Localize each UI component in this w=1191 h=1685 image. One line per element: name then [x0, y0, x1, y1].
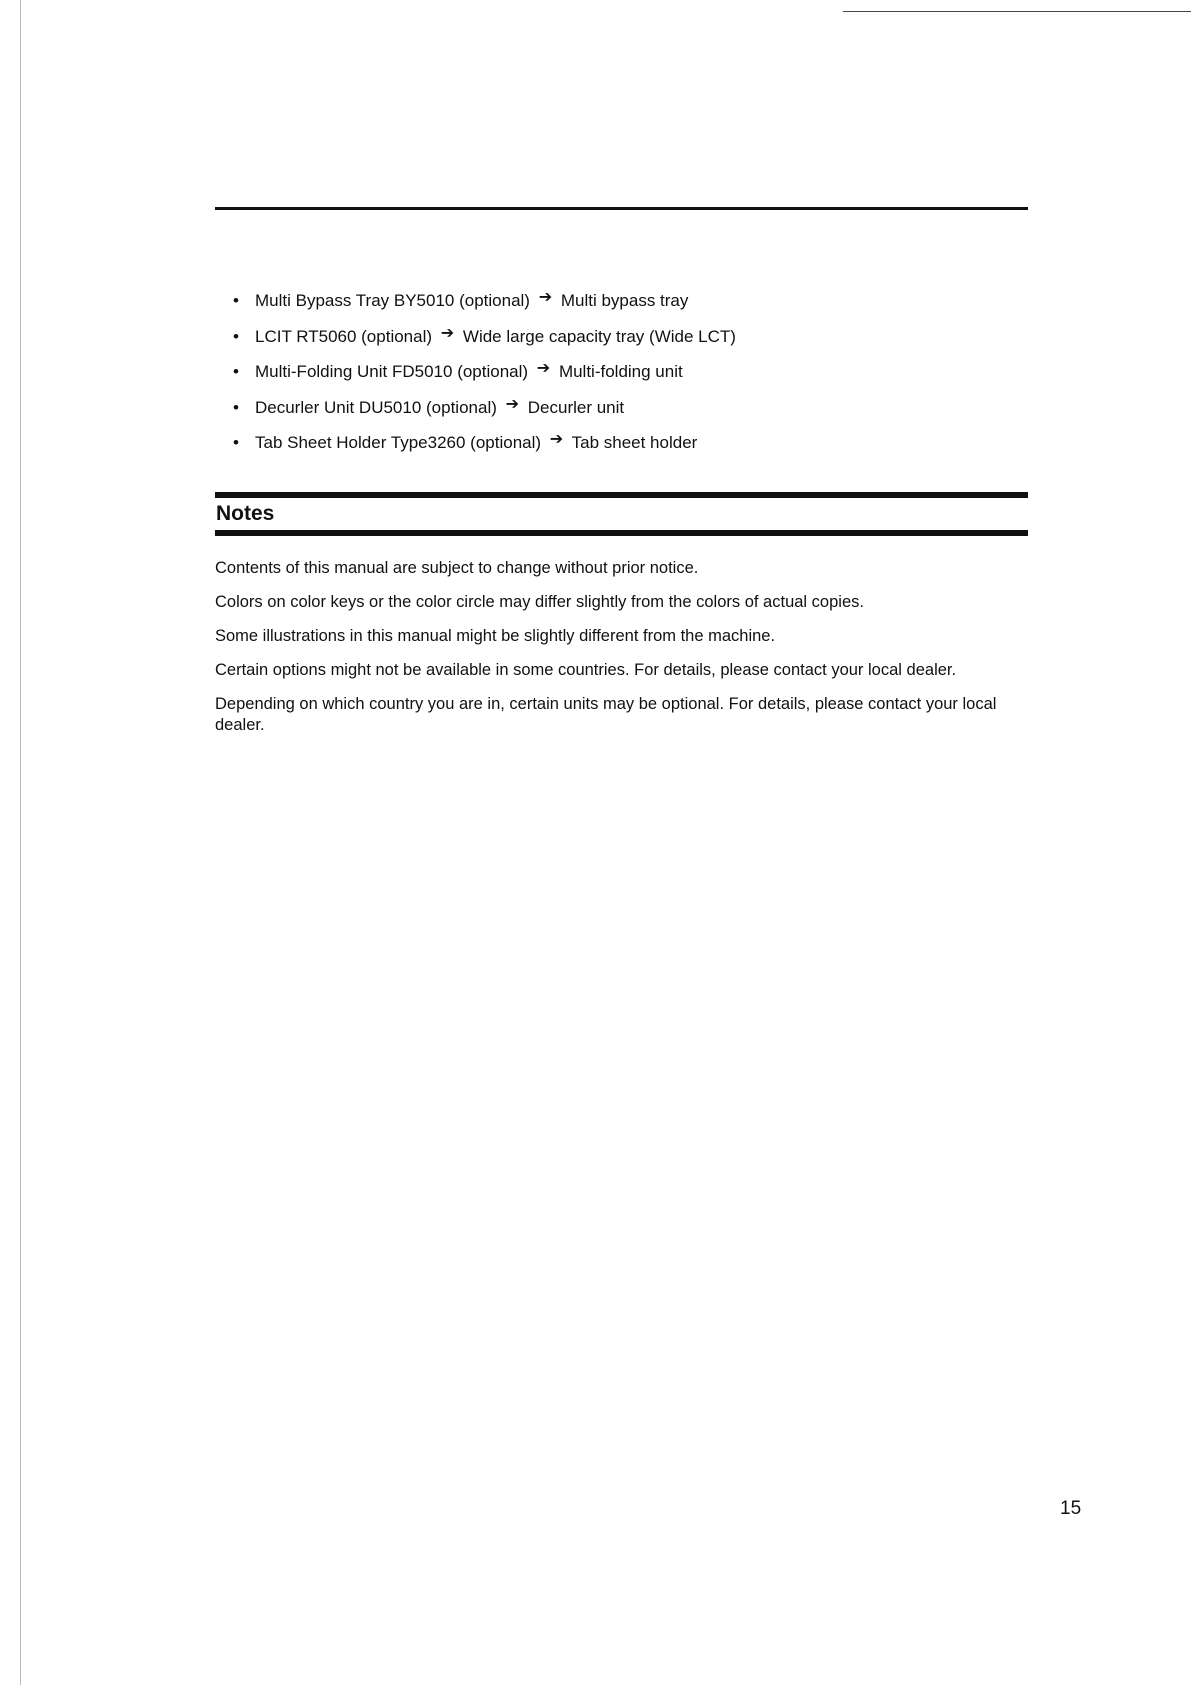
arrow-right-icon: ➔ — [505, 395, 520, 413]
scan-edge-line — [20, 0, 21, 1685]
arrow-right-icon: ➔ — [538, 289, 553, 306]
notes-bottom-rule — [215, 530, 1028, 536]
notes-title: Notes — [216, 502, 275, 525]
option-name: Multi Bypass Tray BY5010 (optional) — [255, 291, 530, 310]
option-target: Multi-folding unit — [558, 362, 683, 381]
options-list — [233, 283, 1033, 461]
notes-paragraph: Depending on which country you are in, certain units may be optional. For details, please contact your local dealer. — [215, 695, 997, 734]
page-number: 15 — [1060, 1498, 1082, 1519]
option-name: Decurler Unit DU5010 (optional) — [255, 397, 497, 417]
bullet-icon: • — [233, 433, 239, 452]
list-item — [233, 425, 1033, 461]
section-top-rule — [215, 207, 1028, 210]
notes-paragraph: Contents of this manual are subject to change without prior notice. — [215, 559, 699, 577]
notes-heading-block — [215, 492, 1028, 536]
arrow-right-icon: ➔ — [440, 324, 455, 342]
bullet-icon: • — [233, 291, 239, 310]
arrow-right-icon: ➔ — [549, 431, 564, 448]
notes-paragraph: Colors on color keys or the color circle may differ slightly from the colors of actual copies. — [215, 593, 864, 611]
notes-paragraph: Some illustrations in this manual might be slightly different from the machine. — [215, 627, 776, 645]
option-target: Decurler unit — [527, 397, 625, 417]
option-target: Tab sheet holder — [571, 433, 698, 452]
arrow-right-icon: ➔ — [536, 360, 551, 377]
bullet-icon: • — [233, 362, 239, 381]
option-name: Multi-Folding Unit FD5010 (optional) — [255, 362, 529, 381]
bullet-icon: • — [233, 326, 239, 346]
option-name: Tab Sheet Holder Type3260 (optional) — [255, 433, 542, 452]
notes-body — [215, 558, 1015, 749]
list-item — [233, 319, 1033, 355]
bullet-icon: • — [233, 397, 239, 417]
header-rule — [843, 11, 1191, 12]
option-target: Wide large capacity tray (Wide LCT) — [462, 326, 736, 346]
notes-paragraph: Certain options might not be available in some countries. For details, please contact your local dealer. — [215, 661, 957, 679]
option-name: LCIT RT5060 (optional) — [255, 326, 433, 346]
list-item — [233, 354, 1033, 390]
list-item — [233, 390, 1033, 426]
list-item — [233, 283, 1033, 319]
option-target: Multi bypass tray — [560, 291, 689, 310]
